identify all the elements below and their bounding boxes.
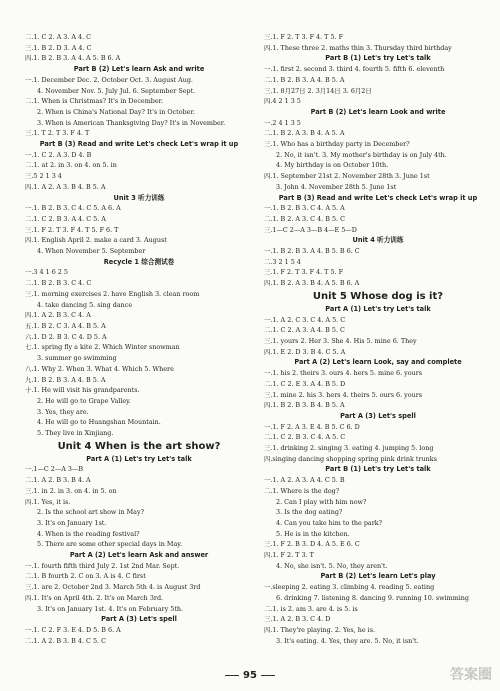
section-heading: Unit 3 听力训练 — [113, 193, 165, 202]
answer-line: 九.1. B 2. B 3. A 4. B 5. A — [25, 375, 106, 384]
section-heading: Part A (2) Let's learn Look, say and complete — [294, 358, 462, 367]
answer-line: 3. summer go swimming — [37, 354, 117, 363]
answer-line: 四.1. They're playing. 2. Yes, he is. — [264, 625, 376, 634]
answer-line: 四.1. A 2. A 3. B 4. B 5. A — [25, 182, 106, 191]
answer-line: 一.3 4 1 6 2 5 — [25, 268, 68, 277]
answer-line: 5. There are some other special days in May. — [37, 540, 183, 549]
answer-line: 一.1. his 2. theirs 3. ours 4. hers 5. mine 6. yours — [264, 369, 423, 378]
answer-line: 3. It's on January 1st. — [37, 518, 107, 527]
answer-line: 二.1. C 2. E 3. A 4. B 5. D — [264, 379, 346, 388]
answer-line: 4. take dancing 5. sing dance — [37, 300, 133, 309]
answer-column-right — [264, 32, 492, 646]
section-heading: Part A (2) Let's learn Ask and answer — [69, 551, 209, 560]
answer-line: 5. He is in the kitchen. — [276, 529, 350, 538]
answer-line: 一.1. B 2. B 3. C 4. A 5. A — [264, 204, 345, 213]
answer-column-left — [25, 32, 253, 646]
answer-line: 3. It's on January 1st. 4. It's on February 5th. — [37, 604, 184, 613]
section-heading: Part B (2) Let's learn Look and write — [310, 107, 446, 116]
answer-line: 3. Yes, they are. — [37, 407, 89, 416]
answer-line: 三.1. yours 2. Her 3. She 4. His 5. mine 6. They — [264, 336, 417, 345]
answer-line: 三.1. mine 2. his 3. hers 4. theirs 5. ours 6. yours — [264, 390, 423, 399]
answer-line: 三.1. F 2. T 3. F 4. T 5. F — [264, 268, 344, 277]
answer-line: 三.1. Who has a birthday party in December? — [264, 140, 410, 149]
answer-line: 二.1. Where is the dog? — [264, 486, 340, 495]
answer-line: 二.1. A 2. B 3. B 4. C 5. C — [25, 636, 106, 645]
answer-line: 三.1. in 2. in 3. on 4. in 5. on — [25, 486, 117, 495]
answer-line: 四.4 2 1 3 5 — [264, 97, 301, 106]
answer-line: 二.1. B 2. A 3. B 4. A 5. A — [264, 129, 345, 138]
answer-line: 三.1. F 2. B 3. D 4. A 5. E 6. C — [264, 540, 360, 549]
answer-line: 二.1. C 2. A 3. A 4. B 5. C — [264, 326, 345, 335]
section-heading: Unit 4 听力训练 — [352, 236, 404, 245]
answer-line: 六.1. D 2. B 3. C 4. D 5. A — [25, 332, 107, 341]
answer-line: 二.1. A 2. B 3. B 4. A — [25, 476, 91, 485]
answer-line: 二.1. C 2. B 3. C 4. A 5. C — [264, 433, 346, 442]
answer-line: 2. Is the school art show in May? — [37, 508, 144, 517]
section-heading: Part B (1) Let's try Let's talk — [325, 465, 431, 474]
answer-line: 三.1. T 2. T 3. F 4. T — [25, 129, 90, 138]
answer-line: 一.1. B 2. B 3. A 4. B 5. B 6. C — [264, 247, 360, 256]
answer-line: 四.1. E 2. D 3. B 4. C 5. A — [264, 347, 346, 356]
answer-line: 一.1. A 2. C 3. C 4. A 5. C — [264, 315, 346, 324]
answer-line: 二.1. at 2. in 3. on 4. on 5. in — [25, 161, 117, 170]
answer-line: 一.1. C 2. F 3. E 4. D 5. B 6. A — [25, 625, 121, 634]
answer-line: 二.1. is 2. am 3. are 4. is 5. is — [264, 604, 358, 613]
section-heading: Part A (3) Let's spell — [340, 411, 416, 420]
answer-line: 三.1. are 2. October 2nd 3. March 5th 4. is August 3rd — [25, 583, 201, 592]
answer-line: 4. He will go to Huangshan Mountain. — [37, 418, 161, 427]
answer-line: 三.1. drinking 2. singing 3. eating 4. jumping 5. long — [264, 444, 434, 453]
answer-line: 3. Is the dog eating? — [276, 508, 343, 517]
answer-line: 三.1. 8月27日 2. 3月14日 3. 6月2日 — [264, 86, 372, 95]
section-heading: Part B (3) Read and write Let's check Let's wrap it up — [39, 140, 239, 149]
answer-line: 3. It's eating. 4. Yes, they are. 5. No, it isn't. — [276, 636, 419, 645]
answer-line: 一.1. A 2. A 3. A 4. C 5. B — [264, 476, 345, 485]
answer-line: 四.1. B 2. B 3. B 4. B 5. A — [264, 401, 345, 410]
footer-dash-left — [225, 675, 239, 676]
answer-line: 4. When November 5. September — [37, 247, 146, 256]
answer-line: 一.2 4 1 3 5 — [264, 118, 301, 127]
answer-line: 十.1. He will visit his grandparents. — [25, 386, 140, 395]
footer-dash-right — [261, 675, 275, 676]
answer-line: 二.1. When is Christmas? It's in December. — [25, 97, 164, 106]
answer-line: 三.5 2 1 3 4 — [25, 172, 62, 181]
answer-line: 七.1. spring fly a kite 2. Which Winter snowman — [25, 343, 180, 352]
section-heading: Part A (1) Let's try Let's talk — [325, 304, 431, 313]
answer-line: 二.1. B 2. B 3. A 4. B 5. A — [264, 75, 345, 84]
answer-line: 二.3 2 1 5 4 — [264, 257, 301, 266]
answer-line: 四.1. B 2. A 3. B 4. A 5. B 6. A — [264, 279, 360, 288]
answer-line: 一.1—C 2—A 3—B — [25, 465, 84, 474]
answer-line: 四.1. September 21st 2. November 28th 3. June 1st — [264, 172, 430, 181]
answer-line: 四.1. Yes, it is. — [25, 497, 71, 506]
answer-line: 一.sleeping 2. eating 3. climbing 4. reading 5. eating — [264, 583, 435, 592]
section-heading: Part B (2) Let's learn Let's play — [320, 572, 436, 581]
answer-line: 三.1. F 2. T 3. F 4. T 5. F 6. T — [25, 225, 119, 234]
section-heading: Unit 5 Whose dog is it? — [312, 290, 444, 302]
answer-line: 5. They live in Xinjiang. — [37, 429, 114, 438]
answer-line: 一.1. B 2. B 3. C 4. C 5. A 6. A — [25, 204, 121, 213]
answer-line: 一.1. December Dec. 2. October Oct. 3. August Aug. — [25, 75, 193, 84]
section-heading: Part B (3) Read and write Let's check Let's wrap it up — [278, 193, 478, 202]
answer-line: 一.1. first 2. second 3. third 4. fourth 5. fifth 6. eleventh — [264, 65, 445, 74]
answer-line: 四.1. B 2. B 3. A 4. A 5. B 6. A — [25, 54, 121, 63]
answer-line: 三.1. B 2. D 3. A 4. C — [25, 43, 92, 52]
answer-line: 四.singing dancing shopping spring pink drink trunks — [264, 454, 437, 463]
watermark-logo: 答案圈 — [450, 667, 492, 683]
answer-line: 4. No, she isn't. 5. No, they aren't. — [276, 561, 388, 570]
answer-line: 五.1. B 2. C 3. A 4. B 5. A — [25, 321, 106, 330]
answer-line: 四.1. A 2. B 3. C 4. A — [25, 311, 91, 320]
answer-line: 二.1. B 2. B 3. C 4. C — [25, 279, 92, 288]
answer-line: 2. Can I play with him now? — [276, 497, 367, 506]
answer-line: 一.1. F 2. A 3. E 4. B 5. C 6. D — [264, 422, 360, 431]
page-number: 95 — [243, 670, 257, 681]
answer-line: 2. He will go to Grape Valley. — [37, 396, 131, 405]
answer-line: 4. When is the reading festival? — [37, 529, 140, 538]
answer-line: 4. Can you take him to the park? — [276, 518, 383, 527]
answer-line: 2. No, it isn't. 3. My mother's birthday is on July 4th. — [276, 150, 447, 159]
answer-line: 3. When is American Thanksgiving Day? It's in November. — [37, 118, 226, 127]
answer-line: 一.1. C 2. A 3. D 4. B — [25, 150, 92, 159]
answer-line: 二.1. C 2. B 3. A 4. C 5. A — [25, 214, 106, 223]
answer-line: 二.1. B 2. A 3. C 4. B 5. C — [264, 214, 345, 223]
answer-line: 八.1. Why 2. When 3. What 4. Which 5. Where — [25, 364, 174, 373]
answer-line: 3. John 4. November 28th 5. June 1st — [276, 182, 397, 191]
answer-line: 四.1. F 2. T 3. T — [264, 551, 314, 560]
answer-line: 一.1. fourth fifth third July 2. 1st 2nd Mar. Sept. — [25, 561, 180, 570]
answer-line: 三.1. morning exercises 2. have English 3. clean room — [25, 289, 200, 298]
section-heading: Unit 4 When is the art show? — [57, 440, 221, 452]
answer-line: 四.1. It's on April 4th. 2. It's on March 3rd. — [25, 593, 164, 602]
section-heading: Recycle 1 综合测试卷 — [103, 257, 175, 266]
answer-line: 三.1—C 2—A 3—B 4—E 5—D — [264, 225, 357, 234]
section-heading: Part A (1) Let's try Let's talk — [86, 454, 192, 463]
section-heading: Part A (3) Let's spell — [101, 615, 177, 624]
answer-line: 2. When is China's National Day? It's in October. — [37, 107, 195, 116]
answer-line: 4. November Nov. 5. July Jul. 6. September Sept. — [37, 86, 196, 95]
answer-line: 三.1. A 2. B 3. C 4. D — [264, 615, 331, 624]
answer-line: 二.1. B fourth 2. C on 3. A is 4. C first — [25, 572, 146, 581]
answer-line: 二.1. C 2. A 3. A 4. C — [25, 33, 92, 41]
answer-line: 6. drinking 7. listening 8. dancing 9. running 10. swimming — [276, 593, 470, 602]
section-heading: Part B (2) Let's learn Ask and write — [73, 65, 205, 74]
answer-line: 三.1. F 2. T 3. F 4. T 5. F — [264, 33, 344, 41]
answer-line: 4. My birthday is on October 10th. — [276, 161, 389, 170]
answer-line: 四.1. English April 2. make a card 3. August — [25, 236, 167, 245]
answer-line: 四.1. These three 2. maths thin 3. Thursday third birthday — [264, 43, 452, 52]
section-heading: Part B (1) Let's try Let's talk — [325, 54, 431, 63]
